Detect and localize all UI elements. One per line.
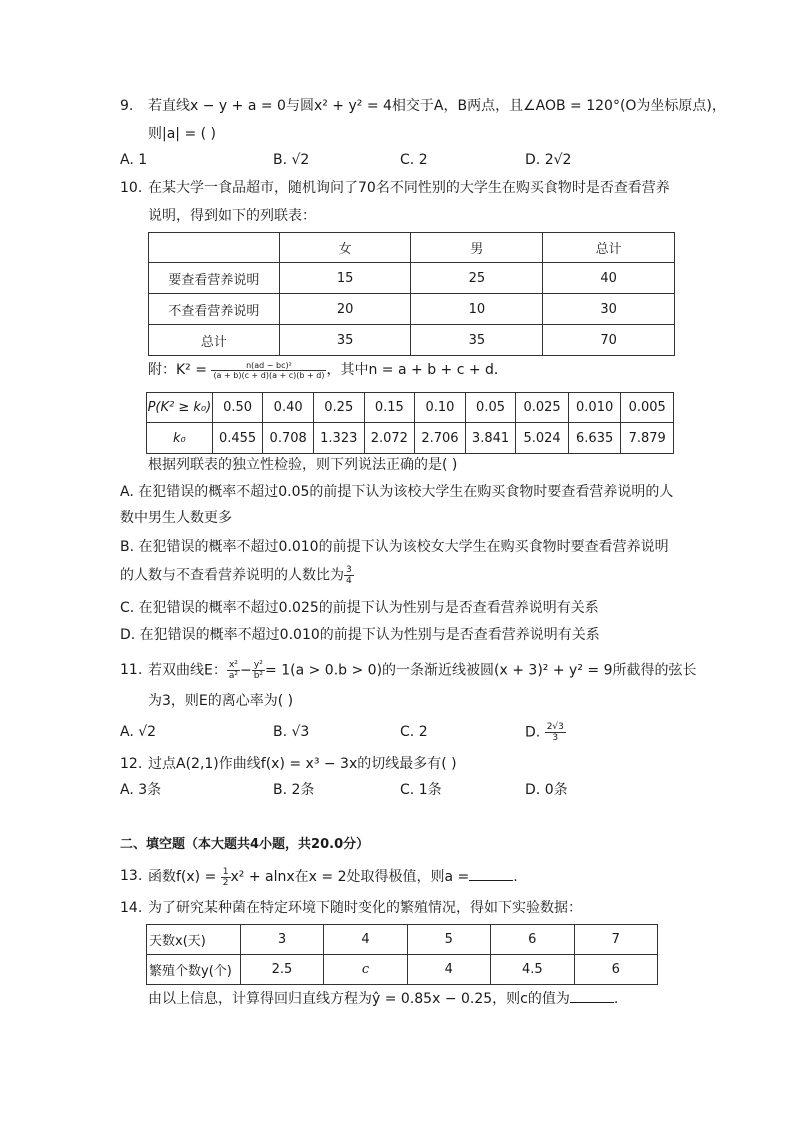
q10-number: 10.	[120, 180, 143, 196]
q9-option-d: D. 2√2	[525, 152, 572, 168]
q9-stem-line1: 若直线x − y + a = 0与圆x² + y² = 4相交于A，B两点，且∠AOB = 120°(O为坐标原点)，	[148, 98, 726, 114]
q10-option-a-line1: A. 在犯错误的概率不超过0.05的前提下认为该校大学生在购买食物时要查看营养说明的人	[120, 484, 674, 500]
q13-stem: 函数f(x) = $\frac{1}{2}$ x² + alnx在x = 2处取得极值，则a = .	[148, 866, 518, 888]
table-cell: 2.706	[415, 423, 466, 454]
table-row	[147, 955, 658, 985]
table-cell: 总计	[149, 325, 280, 356]
table-header-row	[149, 233, 675, 263]
formula-fraction: $\frac{\text{n(ad − bc)²}}{(a + b)(c + d)(a + c)(b + d)}$	[213, 360, 325, 380]
q10-stem-line2: 说明，得到如下的列联表：	[148, 208, 316, 224]
table-cell: c	[324, 955, 407, 985]
table-cell: 天数x(天)	[147, 925, 241, 955]
table-cell: 0.025	[516, 393, 569, 423]
ratio-fraction: $\frac{3}{4}$	[346, 565, 352, 586]
q9-option-a: A. 1	[120, 152, 148, 168]
q12-number: 12.	[120, 756, 143, 772]
q11-number: 11.	[120, 662, 143, 678]
table-cell: 4.5	[490, 955, 574, 985]
table-cell: 繁殖个数y(个)	[147, 955, 241, 985]
q14-number: 14.	[120, 900, 143, 916]
table-cell: 10	[411, 294, 543, 325]
table-cell: 0.15	[364, 393, 415, 423]
table-cell: 6	[574, 955, 657, 985]
table-cell: 7	[574, 925, 657, 955]
table-cell: 4	[324, 925, 407, 955]
critical-value-table	[146, 392, 674, 454]
table-cell: 25	[411, 263, 543, 294]
q10-option-b-line1: B. 在犯错误的概率不超过0.010的前提下认为该校女大学生在购买食物时要查看营养说明	[120, 539, 669, 555]
contingency-table	[148, 232, 675, 356]
table-row	[147, 393, 674, 423]
fraction-x: $\frac{\text{x²}}{\text{a²}}$	[228, 660, 238, 681]
table-cell: 15	[279, 263, 411, 294]
q14-conclusion: 由以上信息，计算得回归直线方程为ŷ = 0.85x − 0.25，则c的值为 .	[148, 988, 618, 1009]
q9-number: 9.	[120, 98, 134, 114]
table-cell: 0.40	[263, 393, 314, 423]
q13-number: 13.	[120, 868, 143, 884]
table-cell: 3.841	[465, 423, 516, 454]
table-cell: 6	[490, 925, 574, 955]
k-squared-formula: 附：K² = $\frac{\text{n(ad − bc)²}}{(a + b)(c + d)(a + c)(b + d)}$ ，其中n = a + b + c + d．	[148, 360, 508, 380]
table-cell: 要查看营养说明	[149, 263, 280, 294]
q12-stem: 过点A(2,1)作曲线f(x) = x³ − 3x的切线最多有( )	[148, 756, 457, 772]
table-cell: 女	[279, 233, 411, 263]
q11-option-d: D. $\frac{2√3}{3}$	[525, 722, 564, 743]
q12-option-c: C. 1条	[400, 782, 442, 798]
table-cell: 7.879	[621, 423, 674, 454]
table-cell: 35	[411, 325, 543, 356]
q11-option-b: B. √3	[273, 724, 310, 740]
table-cell: 0.05	[465, 393, 516, 423]
q9-option-c: C. 2	[400, 152, 428, 168]
q11-stem-line2: 为3，则E的离心率为( )	[148, 693, 294, 709]
fraction-y: $\frac{\text{y²}}{\text{b²}}$	[253, 660, 264, 681]
table-cell: 0.010	[568, 393, 621, 423]
table-cell: 40	[543, 263, 675, 294]
q9-stem-line2: 则|a| = ( )	[148, 126, 217, 142]
table-cell: 0.005	[621, 393, 674, 423]
table-cell: 男	[411, 233, 543, 263]
q12-option-a: A. 3条	[120, 782, 162, 798]
table-cell: 6.635	[568, 423, 621, 454]
q10-option-c: C. 在犯错误的概率不超过0.025的前提下认为性别与是否查看营养说明有关系	[120, 600, 599, 616]
table-row	[147, 925, 658, 955]
q10-stem-line1: 在某大学一食品超市，随机询问了70名不同性别的大学生在购买食物时是否查看营养	[148, 180, 670, 196]
table-row	[149, 294, 675, 325]
section-title: 二、填空题（本大题共4小题，共20.0分）	[120, 837, 370, 852]
q10-option-b-line2: 的人数与不查看营养说明的人数比为 $\frac{3}{4}$	[120, 565, 352, 586]
table-cell: 总计	[543, 233, 675, 263]
table-cell	[149, 233, 280, 263]
table-cell: 35	[279, 325, 411, 356]
q12-option-d: D. 0条	[525, 782, 568, 798]
q11-option-c: C. 2	[400, 724, 428, 740]
table-cell: 0.708	[263, 423, 314, 454]
table-row	[149, 325, 675, 356]
table-cell: P(K² ≥ k₀)	[147, 393, 213, 423]
q11-option-a: A. √2	[120, 724, 157, 740]
table-cell: 5.024	[516, 423, 569, 454]
table-cell: 1.323	[313, 423, 364, 454]
table-cell: 70	[543, 325, 675, 356]
experiment-table	[146, 924, 658, 985]
table-cell: 5	[407, 925, 490, 955]
table-row	[147, 423, 674, 454]
table-row	[149, 263, 675, 294]
half-fraction: $\frac{1}{2}$	[222, 866, 229, 888]
table-cell: 2.072	[364, 423, 415, 454]
q14-stem: 为了研究某种菌在特定环境下随时变化的繁殖情况，得如下实验数据：	[148, 900, 582, 916]
answer-blank[interactable]	[570, 988, 614, 1003]
table-cell: 4	[407, 955, 490, 985]
table-cell: 0.455	[212, 423, 263, 454]
table-cell: k₀	[147, 423, 213, 454]
table-cell: 0.25	[313, 393, 364, 423]
table-cell: 2.5	[240, 955, 324, 985]
eccentricity-fraction: $\frac{2√3}{3}$	[546, 722, 564, 743]
table-cell: 不查看营养说明	[149, 294, 280, 325]
table-cell: 30	[543, 294, 675, 325]
q9-option-b: B. √2	[273, 152, 310, 168]
table-cell: 3	[240, 925, 324, 955]
table-cell: 0.10	[415, 393, 466, 423]
q10-option-d: D. 在犯错误的概率不超过0.010的前提下认为性别与是否查看营养说明有关系	[120, 627, 600, 643]
table-cell: 0.50	[212, 393, 263, 423]
table-cell: 20	[279, 294, 411, 325]
q10-conclusion: 根据列联表的独立性检验，则下列说法正确的是( )	[148, 457, 458, 473]
q12-option-b: B. 2条	[273, 782, 315, 798]
q11-stem-line1: 若双曲线E： $\frac{\text{x²}}{\text{a²}}$ − $\frac{\text{y²}}{\text{b²}}$ = 1(a > 0.b > 0)的一条渐近线被圆(x + 3)² + y² = 9所截得的弦长	[148, 660, 697, 681]
q10-option-a-line2: 数中男生人数更多	[120, 510, 232, 526]
answer-blank[interactable]	[469, 866, 513, 881]
